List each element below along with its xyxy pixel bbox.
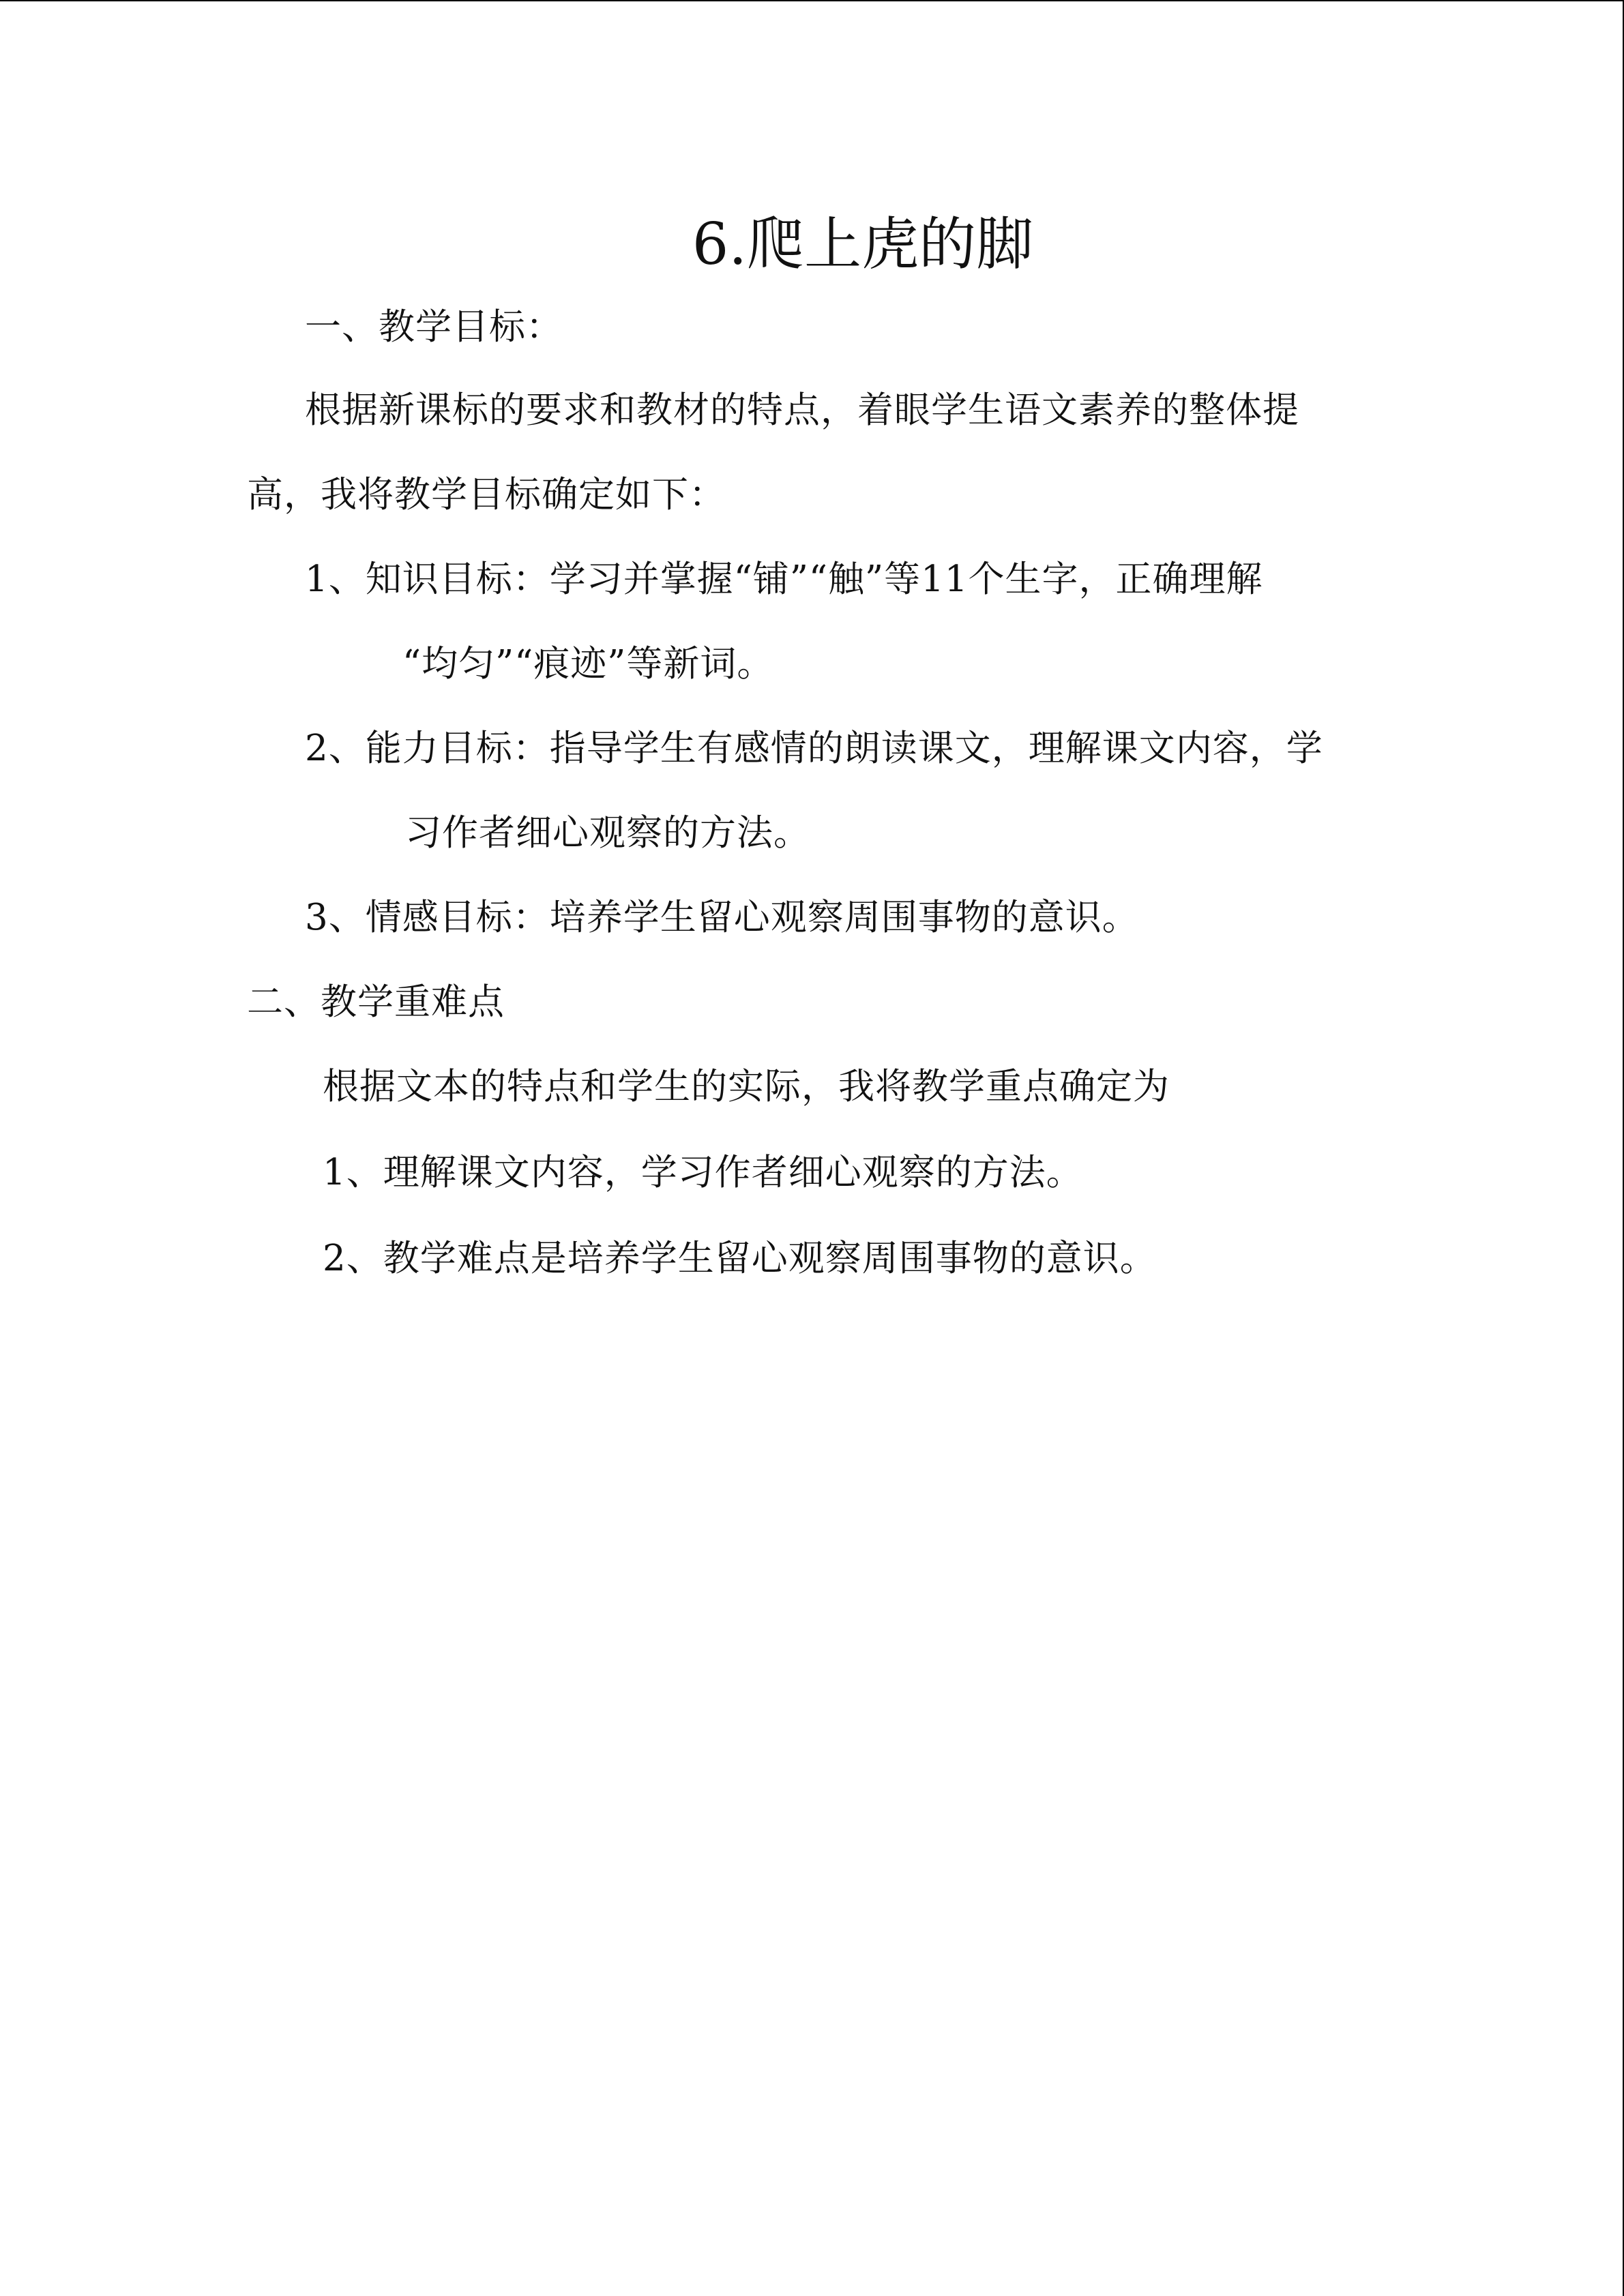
goal-ability-line-2: 习作者细心观察的方法。: [405, 812, 810, 854]
document-title: 6.爬上虎的脚: [692, 211, 1034, 278]
goal-knowledge-line-2: “均匀”“痕迹”等新词。: [402, 643, 774, 685]
goal-emotion: 3、情感目标：培养学生留心观察周围事物的意识。: [305, 897, 1139, 938]
goal-knowledge-line-1: 1、知识目标：学习并掌握“铺”“触”等11个生字，正确理解: [305, 558, 1263, 600]
key-point-1: 1、理解课文内容，学习作者细心观察的方法。: [323, 1152, 1083, 1193]
section2-intro: 根据文本的特点和学生的实际，我将教学重点确定为: [323, 1066, 1170, 1107]
goal-ability-line-1: 2、能力目标：指导学生有感情的朗读课文，理解课文内容，学: [305, 728, 1323, 769]
intro-paragraph-line-2: 高，我将教学目标确定如下：: [247, 474, 726, 516]
section-heading-key-difficult-points: 二、教学重难点: [247, 981, 505, 1023]
section-heading-teaching-goals: 一、教学目标：: [305, 306, 563, 348]
intro-paragraph-line-1: 根据新课标的要求和教材的特点，着眼学生语文素养的整体提: [305, 389, 1299, 431]
key-point-2: 2、教学难点是培养学生留心观察周围事物的意识。: [323, 1238, 1157, 1279]
